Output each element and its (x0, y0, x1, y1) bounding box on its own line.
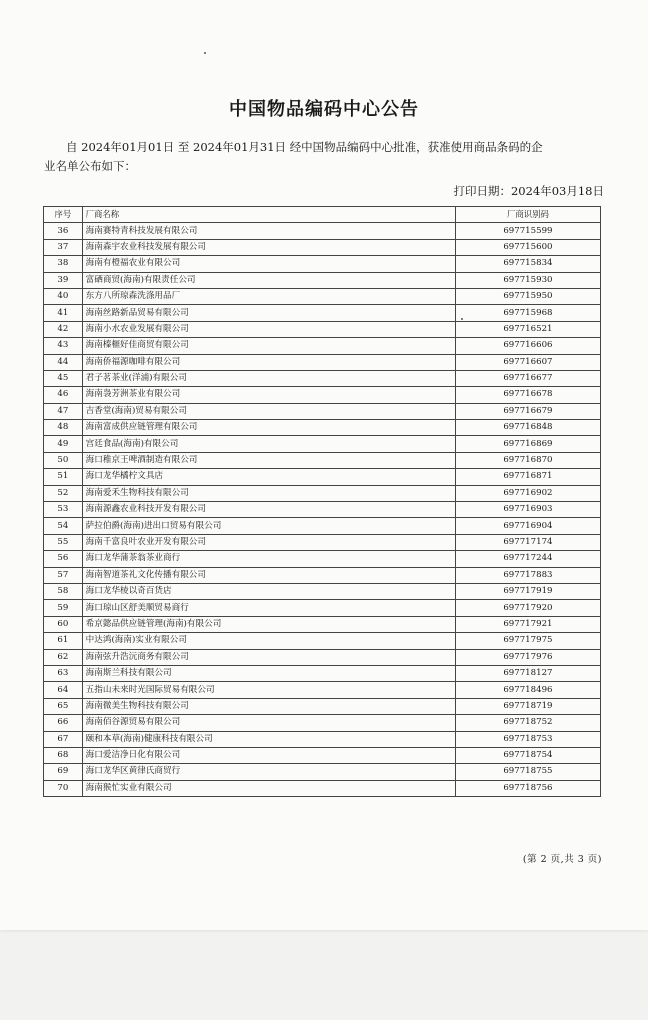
table-row (44, 649, 601, 665)
table-row (44, 764, 601, 780)
table-row (44, 682, 601, 698)
row-company-name: 吉香堂(海南)贸易有限公司 (82, 403, 455, 419)
row-company-code: 697716521 (455, 321, 600, 337)
row-company-code: 697718753 (455, 731, 600, 747)
row-company-name: 海南佰谷源贸易有限公司 (82, 715, 455, 731)
row-company-code: 697715834 (455, 256, 600, 272)
row-company-name: 海南富成供应链管理有限公司 (82, 420, 455, 436)
table-row (44, 452, 601, 468)
row-company-code: 697717920 (455, 600, 600, 616)
row-company-name: 海南袅芳洲茶业有限公司 (82, 387, 455, 403)
row-company-name: 海南侨福源咖啡有限公司 (82, 354, 455, 370)
table-row (44, 370, 601, 386)
table-row (44, 403, 601, 419)
row-serial: 55 (44, 534, 83, 550)
row-serial: 59 (44, 600, 83, 616)
row-company-name: 海南源鑫农业科技开发有限公司 (82, 502, 455, 518)
intro-line-2: 业名单公布如下： (44, 159, 136, 173)
row-serial: 61 (44, 633, 83, 649)
row-company-code: 697717976 (455, 649, 600, 665)
table-row (44, 223, 601, 239)
table-row (44, 583, 601, 599)
table-row (44, 698, 601, 714)
row-company-name: 海口龙华蒲茶翁茶业商行 (82, 551, 455, 567)
row-serial: 62 (44, 649, 83, 665)
row-serial: 64 (44, 682, 83, 698)
row-serial: 46 (44, 387, 83, 403)
row-company-code: 697716678 (455, 387, 600, 403)
table-row (44, 731, 601, 747)
row-company-code: 697718752 (455, 715, 600, 731)
table-row (44, 551, 601, 567)
table-row (44, 387, 601, 403)
row-company-name: 海口龙华区黄律氏商贸行 (82, 764, 455, 780)
table-row (44, 616, 601, 632)
row-company-code: 697718496 (455, 682, 600, 698)
row-company-code: 697718756 (455, 780, 600, 796)
row-company-name: 海南赛特青科技发展有限公司 (82, 223, 455, 239)
row-company-code: 697716904 (455, 518, 600, 534)
table-row (44, 321, 601, 337)
row-serial: 57 (44, 567, 83, 583)
row-serial: 42 (44, 321, 83, 337)
table-row (44, 272, 601, 288)
row-company-name: 海南小水农业发展有限公司 (82, 321, 455, 337)
row-company-code: 697717921 (455, 616, 600, 632)
row-company-code: 697715950 (455, 288, 600, 304)
page-title: 中国物品编码中心公告 (229, 99, 419, 120)
row-company-name: 东方八所琼森洗涤用品厂 (82, 288, 455, 304)
table-row (44, 534, 601, 550)
row-company-code: 697715600 (455, 239, 600, 255)
scan-speck (461, 318, 463, 320)
row-serial: 52 (44, 485, 83, 501)
row-company-code: 697716607 (455, 354, 600, 370)
table-row (44, 485, 601, 501)
row-company-name: 萨拉伯爵(海南)进出口贸易有限公司 (82, 518, 455, 534)
header-company-code: 厂商识别码 (455, 207, 600, 223)
table-row (44, 305, 601, 321)
row-company-code: 697716848 (455, 420, 600, 436)
row-company-code: 697716869 (455, 436, 600, 452)
intro-line-1: 自 2024年01月01日 至 2024年01月31日 经中国物品编码中心批准，获准使用商品条码的企 (66, 140, 543, 154)
row-company-name: 海南微美生物科技有限公司 (82, 698, 455, 714)
row-serial: 37 (44, 239, 83, 255)
row-company-name: 宫廷食品(海南)有限公司 (82, 436, 455, 452)
row-company-code: 697716902 (455, 485, 600, 501)
row-company-name: 海口琼山区舒美顺贸易商行 (82, 600, 455, 616)
header-serial: 序号 (44, 207, 83, 223)
row-company-code: 697718127 (455, 665, 600, 681)
row-company-name: 海南智道茶礼文化传播有限公司 (82, 567, 455, 583)
row-serial: 67 (44, 731, 83, 747)
row-serial: 66 (44, 715, 83, 731)
row-serial: 50 (44, 452, 83, 468)
company-table (43, 206, 601, 797)
row-company-code: 697718755 (455, 764, 600, 780)
table-row (44, 665, 601, 681)
row-company-name: 海南榛榧好佳商贸有限公司 (82, 338, 455, 354)
table-row (44, 436, 601, 452)
row-company-name: 海南猴忙实业有限公司 (82, 780, 455, 796)
row-serial: 51 (44, 469, 83, 485)
table-row (44, 338, 601, 354)
row-company-code: 697717883 (455, 567, 600, 583)
row-company-code: 697717174 (455, 534, 600, 550)
row-serial: 48 (44, 420, 83, 436)
table-row (44, 354, 601, 370)
table-row (44, 600, 601, 616)
row-company-name: 君子茗茶业(洋浦)有限公司 (82, 370, 455, 386)
table-row (44, 420, 601, 436)
row-company-name: 海南森宇农业科技发展有限公司 (82, 239, 455, 255)
row-company-name: 海南千富良叶农业开发有限公司 (82, 534, 455, 550)
row-serial: 47 (44, 403, 83, 419)
row-serial: 36 (44, 223, 83, 239)
row-serial: 68 (44, 747, 83, 763)
row-company-name: 海口爱洁净日化有限公司 (82, 747, 455, 763)
row-serial: 41 (44, 305, 83, 321)
row-company-code: 697716677 (455, 370, 600, 386)
row-company-code: 697716871 (455, 469, 600, 485)
row-company-code: 697716679 (455, 403, 600, 419)
row-company-code: 697718719 (455, 698, 600, 714)
row-company-code: 697716870 (455, 452, 600, 468)
row-company-name: 颐和本草(海南)健康科技有限公司 (82, 731, 455, 747)
row-company-name: 海口稚京王啤酒制造有限公司 (82, 452, 455, 468)
row-company-name: 富硒商贸(海南)有限责任公司 (82, 272, 455, 288)
row-serial: 44 (44, 354, 83, 370)
header-company-name: 厂商名称 (82, 207, 455, 223)
row-serial: 54 (44, 518, 83, 534)
row-serial: 49 (44, 436, 83, 452)
row-company-code: 697717975 (455, 633, 600, 649)
row-company-code: 697716903 (455, 502, 600, 518)
row-serial: 70 (44, 780, 83, 796)
table-row (44, 518, 601, 534)
scan-speck (204, 52, 206, 54)
table-row (44, 288, 601, 304)
row-company-name: 海南斯兰科技有限公司 (82, 665, 455, 681)
page-number: (第 2 页,共 3 页) (522, 854, 602, 865)
row-company-name: 希京懿品供应链管理(海南)有限公司 (82, 616, 455, 632)
row-serial: 40 (44, 288, 83, 304)
intro-paragraph (44, 138, 604, 176)
table-row (44, 633, 601, 649)
row-company-name: 中达鸿(海南)实业有限公司 (82, 633, 455, 649)
table-row (44, 239, 601, 255)
table-body (44, 223, 601, 797)
row-company-name: 海南爱禾生物科技有限公司 (82, 485, 455, 501)
table-row (44, 780, 601, 796)
table-row (44, 502, 601, 518)
row-serial: 65 (44, 698, 83, 714)
row-company-name: 海南丝路新品贸易有限公司 (82, 305, 455, 321)
row-serial: 69 (44, 764, 83, 780)
row-company-code: 697717919 (455, 583, 600, 599)
row-company-code: 697716606 (455, 338, 600, 354)
row-serial: 53 (44, 502, 83, 518)
table-header-row (44, 207, 601, 223)
row-serial: 39 (44, 272, 83, 288)
row-company-code: 697715599 (455, 223, 600, 239)
row-company-name: 海口龙华橘柠文具店 (82, 469, 455, 485)
row-company-code: 697715968 (455, 305, 600, 321)
row-serial: 60 (44, 616, 83, 632)
row-company-name: 五指山未来时光国际贸易有限公司 (82, 682, 455, 698)
table-row (44, 747, 601, 763)
row-company-name: 海南弦升浩沅商务有限公司 (82, 649, 455, 665)
row-serial: 63 (44, 665, 83, 681)
row-company-code: 697718754 (455, 747, 600, 763)
row-serial: 56 (44, 551, 83, 567)
row-company-name: 海口龙华棱以奇百货店 (82, 583, 455, 599)
row-company-code: 697715930 (455, 272, 600, 288)
table-row (44, 256, 601, 272)
row-company-name: 海南有橙福农业有限公司 (82, 256, 455, 272)
row-serial: 58 (44, 583, 83, 599)
row-serial: 43 (44, 338, 83, 354)
row-serial: 38 (44, 256, 83, 272)
table-row (44, 469, 601, 485)
row-company-code: 697717244 (455, 551, 600, 567)
row-serial: 45 (44, 370, 83, 386)
print-date: 打印日期：2024年03月18日 (453, 184, 604, 198)
table-row (44, 567, 601, 583)
table-row (44, 715, 601, 731)
